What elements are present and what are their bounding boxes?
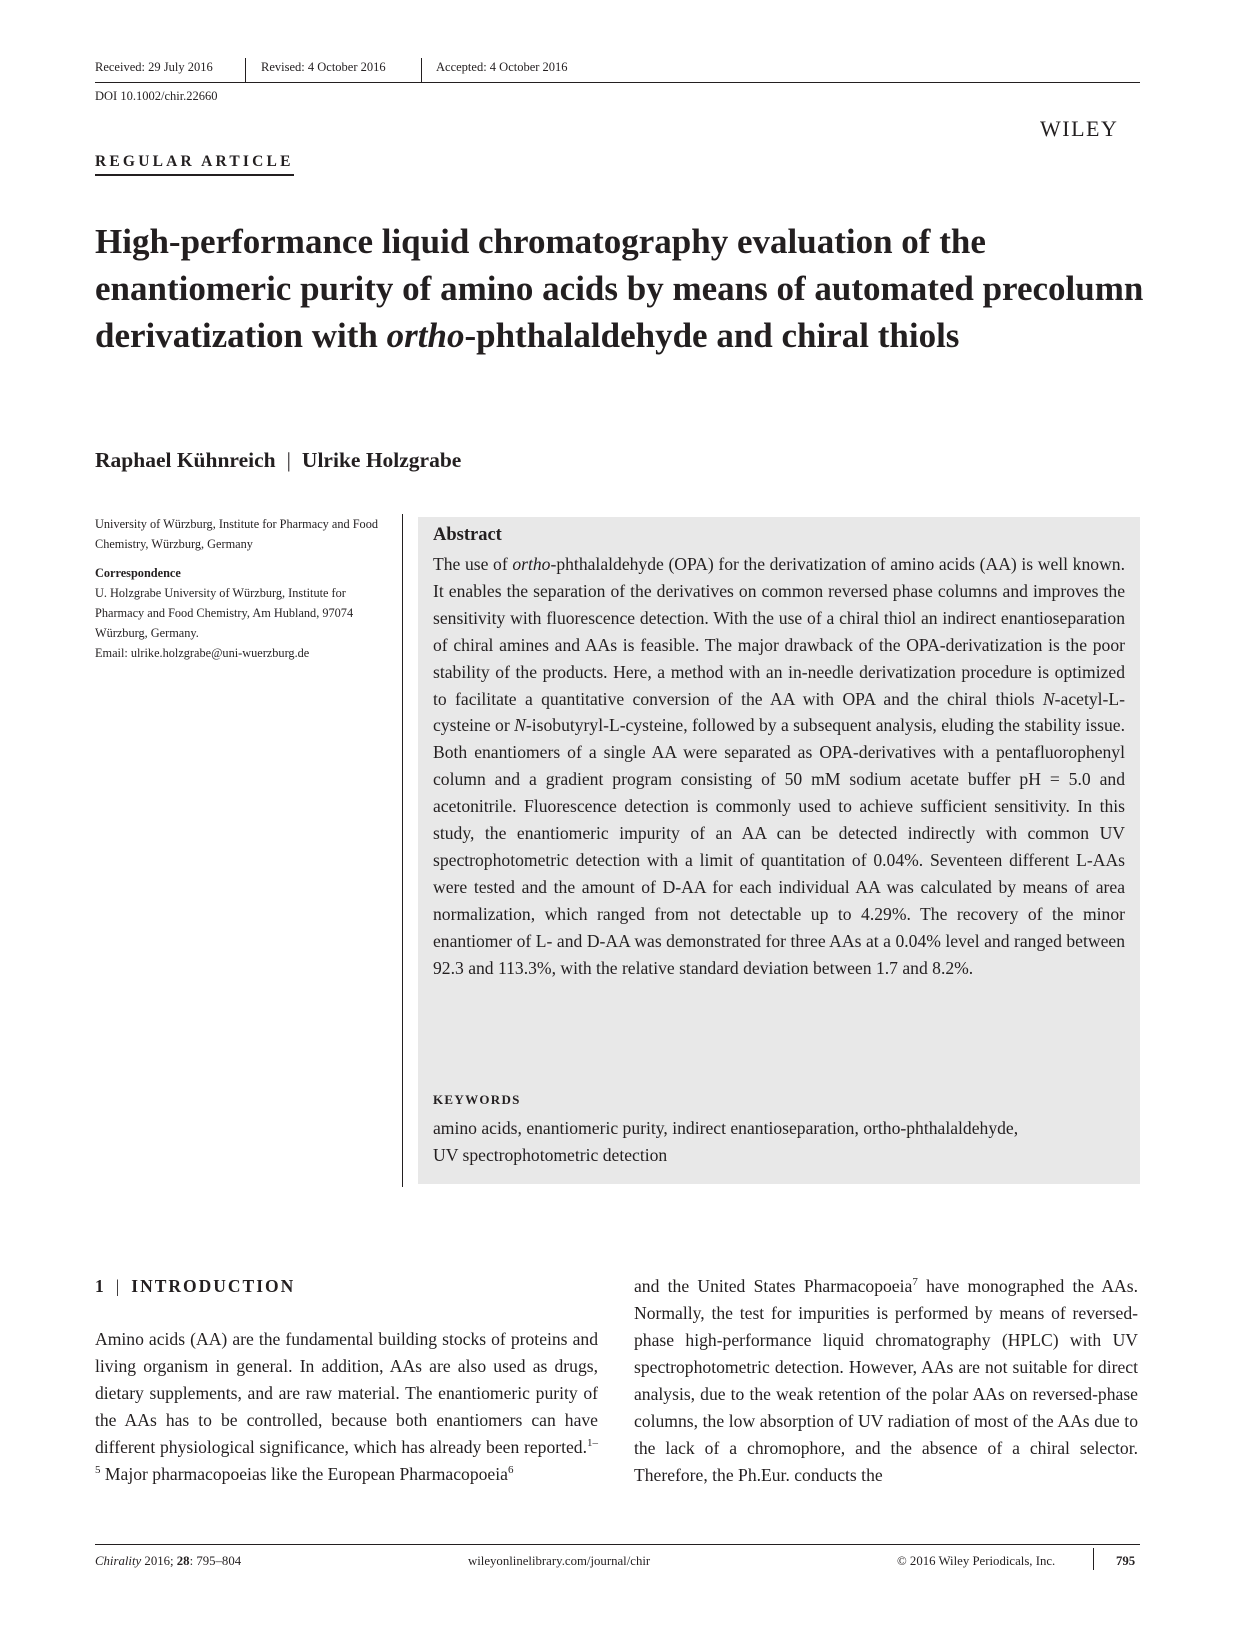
- revised-date: Revised: 4 October 2016: [261, 60, 386, 74]
- copyright-notice: © 2016 Wiley Periodicals, Inc.: [897, 1554, 1056, 1568]
- received-date: Received: 29 July 2016: [95, 60, 213, 74]
- section-heading-introduction: 1 | INTRODUCTION: [95, 1276, 296, 1296]
- intro-column-left: Amino acids (AA) are the fundamental building stocks of proteins and living organism in general. In addition, AAs are also used as drugs, dietary supplements, and are raw material. The enantiomeric purity of the AAs has to be controlled, because both enantiomers can have different physiological significance, which has already been reported.$^{1-5}$ Major pharmacopoeias like the European Pharmacopoeia$^6$: [95, 1329, 598, 1484]
- abstract-heading: Abstract: [433, 525, 502, 545]
- citation-superscript[interactable]: 7: [912, 1276, 918, 1289]
- affiliation-column: [95, 514, 395, 663]
- abstract-text: The use of ortho-phthalaldehyde (OPA) for the derivatization of amino acids (AA) is well known. It enables the separation of the derivatives on common reversed phase columns and improves the sensitivity with fluorescence detection. With the use of a chiral thiol an indirect enantioseparation of chiral amines and AAs is feasible. The major drawback of the OPA-derivatization is the poor stability of the products. Here, a method with an in-needle derivatization procedure is optimized to facilitate a quantitative conversion of the AA with OPA and the chiral thiols N-acetyl-L-cysteine or N-isobutyryl-L-cysteine, followed by a subsequent analysis, eluding the stability issue. Both enantiomers of a single AA were separated as OPA-derivatives with a pentafluorophenyl column and a gradient program consisting of 50 mM sodium acetate buffer pH = 5.0 and acetonitrile. Fluorescence detection is commonly used to achieve sufficient sensitivity. In this study, the enantiomeric impurity of an AA can be detected indirectly with common UV spectrophotometric detection with a limit of quantitation of 0.04%. Seventeen different L-AAs were tested and the amount of D-AA for each individual AA was calculated by means of area normalization, which ranged from not detectable up to 4.29%. The recovery of the minor enantiomer of L- and D-AA was demonstrated for three AAs at a 0.04% level and ranged between 92.3 and 113.3%, with the relative standard deviation between 1.7 and 8.2%.: [433, 554, 1125, 978]
- accepted-date: Accepted: 4 October 2016: [436, 60, 568, 74]
- author-list: [95, 448, 461, 473]
- author-separator: |: [286, 448, 291, 472]
- intro-column-right: and the United States Pharmacopoeia$^7$ have monographed the AAs. Normally, the test for impurities is performed by means of reversed-phase high-performance liquid chromatography (HPLC) with UV spectrophotometric detection. However, AAs are not suitable for direct analysis, due to the weak retention of the polar AAs on reversed-phase columns, the low absorption of UV radiation of most of the AAs due to the lack of a chromophore, and the absence of a chiral selector. Therefore, the Ph.Eur. conducts the: [634, 1276, 1138, 1485]
- journal-citation: Chirality 2016; 28: 795–804: [95, 1554, 242, 1568]
- paper-title: High-performance liquid chromatography evaluation of the enantiomeric purity of amino acids by means of automated precolumn derivatization with ortho-phthalaldehyde and chiral thiols: [95, 222, 1144, 355]
- journal-url[interactable]: wileyonlinelibrary.com/journal/chir: [468, 1554, 651, 1568]
- affiliation: University of Würzburg, Institute for Pharmacy and Food Chemistry, Würzburg, Germany: [95, 517, 379, 551]
- correspondence-heading: Correspondence: [95, 566, 181, 580]
- footer-divider: [1093, 1548, 1094, 1570]
- publication-dates-bar: [95, 58, 1140, 83]
- date-divider: [245, 58, 246, 82]
- page-number: 795: [1116, 1554, 1136, 1568]
- correspondence-email[interactable]: Email: ulrike.holzgrabe@uni-wuerzburg.de: [95, 646, 310, 660]
- publisher-logo: WILEY: [1040, 116, 1119, 141]
- doi-link[interactable]: DOI 10.1002/chir.22660: [95, 89, 218, 103]
- author-name[interactable]: Ulrike Holzgrabe: [301, 448, 462, 472]
- correspondence-address: U. Holzgrabe University of Würzburg, Institute for Pharmacy and Food Chemistry, Am Hubland, 97074 Würzburg, Germany.: [95, 586, 354, 640]
- author-name[interactable]: Raphael Kühnreich: [95, 448, 276, 472]
- footer-rule: [95, 1544, 1140, 1545]
- citation-superscript[interactable]: 1–5: [95, 1437, 598, 1477]
- keywords-heading: KEYWORDS: [433, 1092, 521, 1107]
- column-divider: [402, 514, 403, 1187]
- keywords-list: amino acids, enantiomeric purity, indirect enantioseparation, ortho-phthalaldehyde, UV spectrophotometric detection: [433, 1118, 1019, 1165]
- citation-superscript[interactable]: 6: [507, 1464, 514, 1477]
- article-type-label: REGULAR ARTICLE: [95, 153, 294, 176]
- date-divider: [421, 58, 422, 82]
